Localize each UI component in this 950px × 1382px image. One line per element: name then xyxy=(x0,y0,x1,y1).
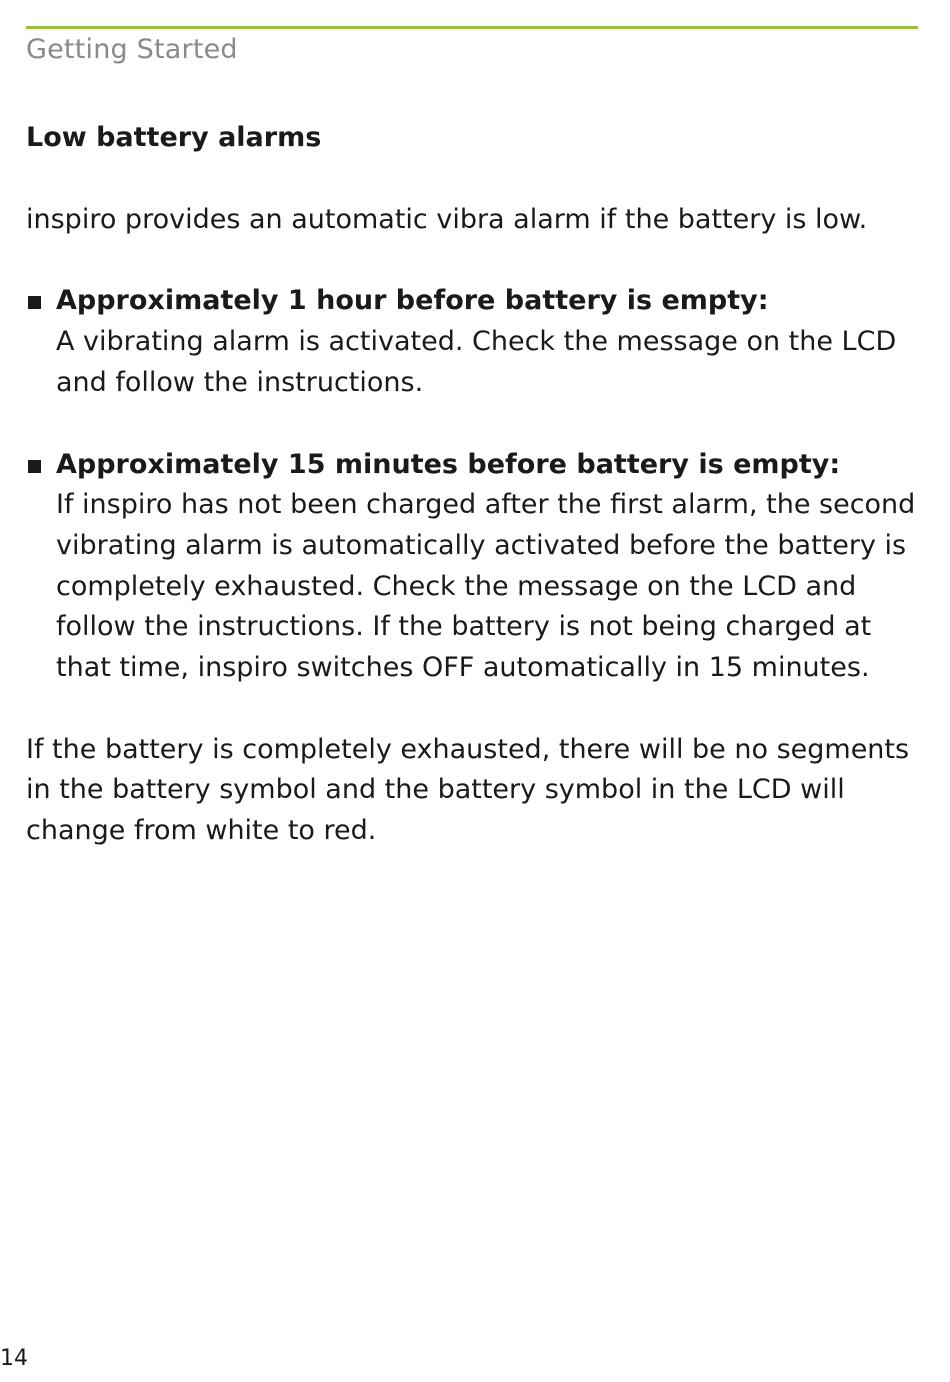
page-content xyxy=(26,118,926,893)
bullet-title: Approximately 15 minutes before battery is empty: xyxy=(56,448,841,480)
square-bullet-icon xyxy=(28,296,41,309)
list-item xyxy=(26,445,926,689)
intro-paragraph: inspiro provides an automatic vibra alarm if the battery is low. xyxy=(26,203,868,235)
header-rule xyxy=(26,26,918,29)
list-item xyxy=(26,281,926,403)
page-heading: Low battery alarms xyxy=(26,122,322,153)
square-bullet-icon xyxy=(28,460,41,473)
alarm-list xyxy=(26,281,926,688)
bullet-body: If inspiro has not been charged after the first alarm, the second vibrating alarm is automatically activated before the battery is completely exhausted. Check the message on the LCD and follow the instructions. If the battery is not being charged at that time, inspiro switches OFF automatically in 15 minutes. xyxy=(56,489,916,684)
bullet-title: Approximately 1 hour before battery is empty: xyxy=(56,285,769,317)
bullet-body: A vibrating alarm is activated. Check the message on the LCD and follow the instructions. xyxy=(56,326,897,398)
closing-paragraph: If the battery is completely exhausted, there will be no segments in the battery symbol and the battery symbol in the LCD will change from white to red. xyxy=(26,733,910,847)
section-title: Getting Started xyxy=(26,34,238,65)
page-number: 14 xyxy=(0,1346,28,1371)
